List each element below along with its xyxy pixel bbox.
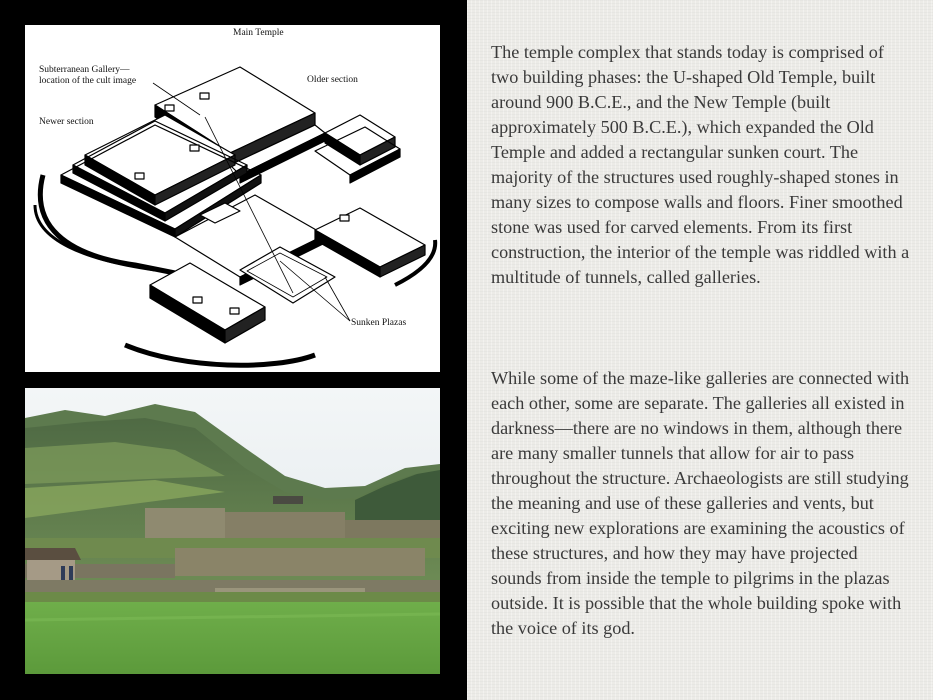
site-photograph bbox=[25, 388, 440, 674]
label-main-temple: Main Temple bbox=[233, 28, 284, 38]
paragraph-temple-complex: The temple complex that stands today is comprised of two building phases: the U-shaped Old Temple, built around 900 B.C.E., and the New Temple (built approximately 500 B.C.E.), which expanded the Old Temple and added a rectangular sunken court. The majority of the structures used roughly-shaped stones in many sizes to compose walls and floors. Finer smoothed stone was used for carved elements. From its first construction, the interior of the temple was riddled with a multitude of tunnels, called galleries. bbox=[491, 42, 910, 287]
label-newer-section: Newer section bbox=[39, 117, 94, 127]
label-older-section: Older section bbox=[307, 75, 358, 85]
temple-plan-diagram bbox=[25, 25, 440, 372]
label-subterranean-gallery: Subterranean Gallery— location of the cult image bbox=[39, 65, 137, 86]
chavin-site-photo bbox=[25, 388, 440, 674]
paragraph-galleries: While some of the maze-like galleries are connected with each other, some are separate. The galleries all existed in darkness—there are no windows in them, although there are many smaller tunnels that allow for air to pass throughout the structure. Archaeologists are still studying the meaning and use of these galleries and vents, but exciting new explorations are examining the acoustics of these structures, and how they may have projected sounds from inside the temple to pilgrims in the plazas outside. It is possible that the whole building spoke with the voice of its god. bbox=[491, 368, 910, 638]
label-sunken-plazas: Sunken Plazas bbox=[351, 318, 407, 328]
text-panel bbox=[467, 0, 933, 700]
